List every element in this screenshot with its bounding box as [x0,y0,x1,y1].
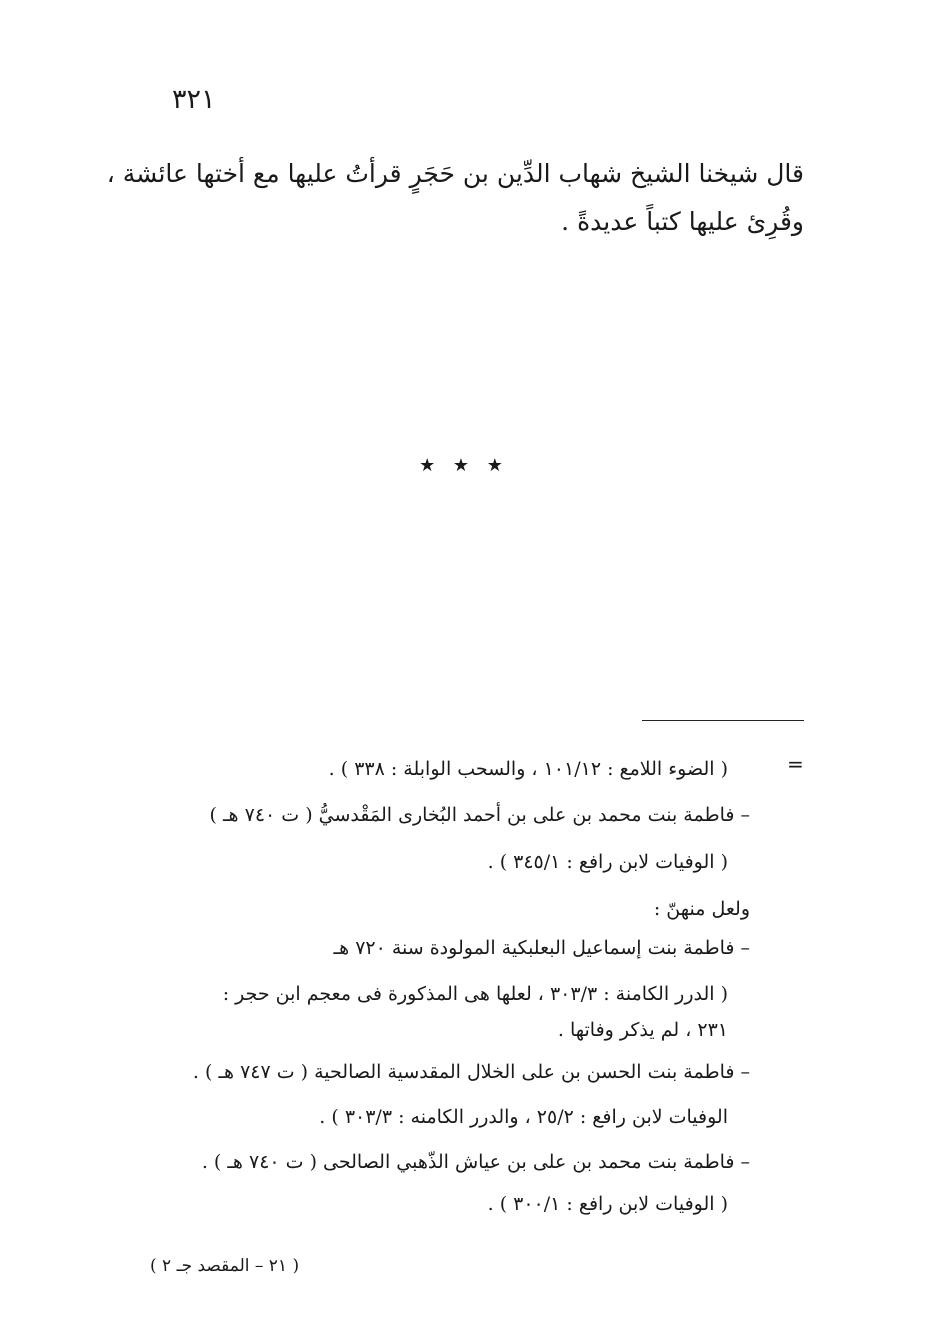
footnote-line-11: ( الوفيات لابن رافع : ٣٠٠/١ ) . [487,1193,728,1215]
footnote-line-9: الوفيات لابن رافع : ٢٥/٢ ، والدرر الكامنه : ٣٠٣/٣ ) . [319,1106,728,1128]
signature-mark: ( ٢١ – المقصد جـ ٢ ) [150,1256,300,1276]
footnote-continuation-mark: = [787,752,804,776]
footnote-line-10: – فاطمة بنت محمد بن على بن عياش الذّهبي الصالحى ( ت ٧٤٠ هـ ) . [201,1151,750,1173]
footnote-line-2: – فاطمة بنت محمد بن على بن أحمد البُخارى المَقْدسيُّ ( ت ٧٤٠ هـ ) [209,804,750,826]
page-number: ٣٢١ [172,84,216,115]
section-separator-stars: ★ ★ ★ [419,455,509,476]
footnote-line-4: ولعل منهنّ : [653,898,750,920]
footnote-line-6: ( الدرر الكامنة : ٣٠٣/٣ ، لعلها هى المذكورة فى معجم ابن حجر : [222,983,728,1005]
footnote-line-3: ( الوفيات لابن رافع : ٣٤٥/١ ) . [487,851,728,873]
footnote-line-1: ( الضوء اللامع : ١٠١/١٢ ، والسحب الوابلة : ٣٣٨ ) . [328,758,728,780]
main-text-line-2: وقُرِئ عليها كتباً عديدةً . [561,207,804,236]
footnote-line-8: – فاطمة بنت الحسن بن على الخلال المقدسية الصالحية ( ت ٧٤٧ هـ ) . [192,1061,750,1083]
main-text-line-1: قال شيخنا الشيخ شهاب الدِّين بن حَجَرٍ قرأتُ عليها مع أختها عائشة ، [106,159,804,188]
footnote-line-5: – فاطمة بنت إسماعيل البعلبكية المولودة سنة ٧٢٠ هـ [333,937,750,959]
footnote-divider [642,720,804,721]
footnote-line-7: ٢٣١ ، لم يذكر وفاتها . [557,1019,728,1041]
main-text-block [106,150,804,246]
